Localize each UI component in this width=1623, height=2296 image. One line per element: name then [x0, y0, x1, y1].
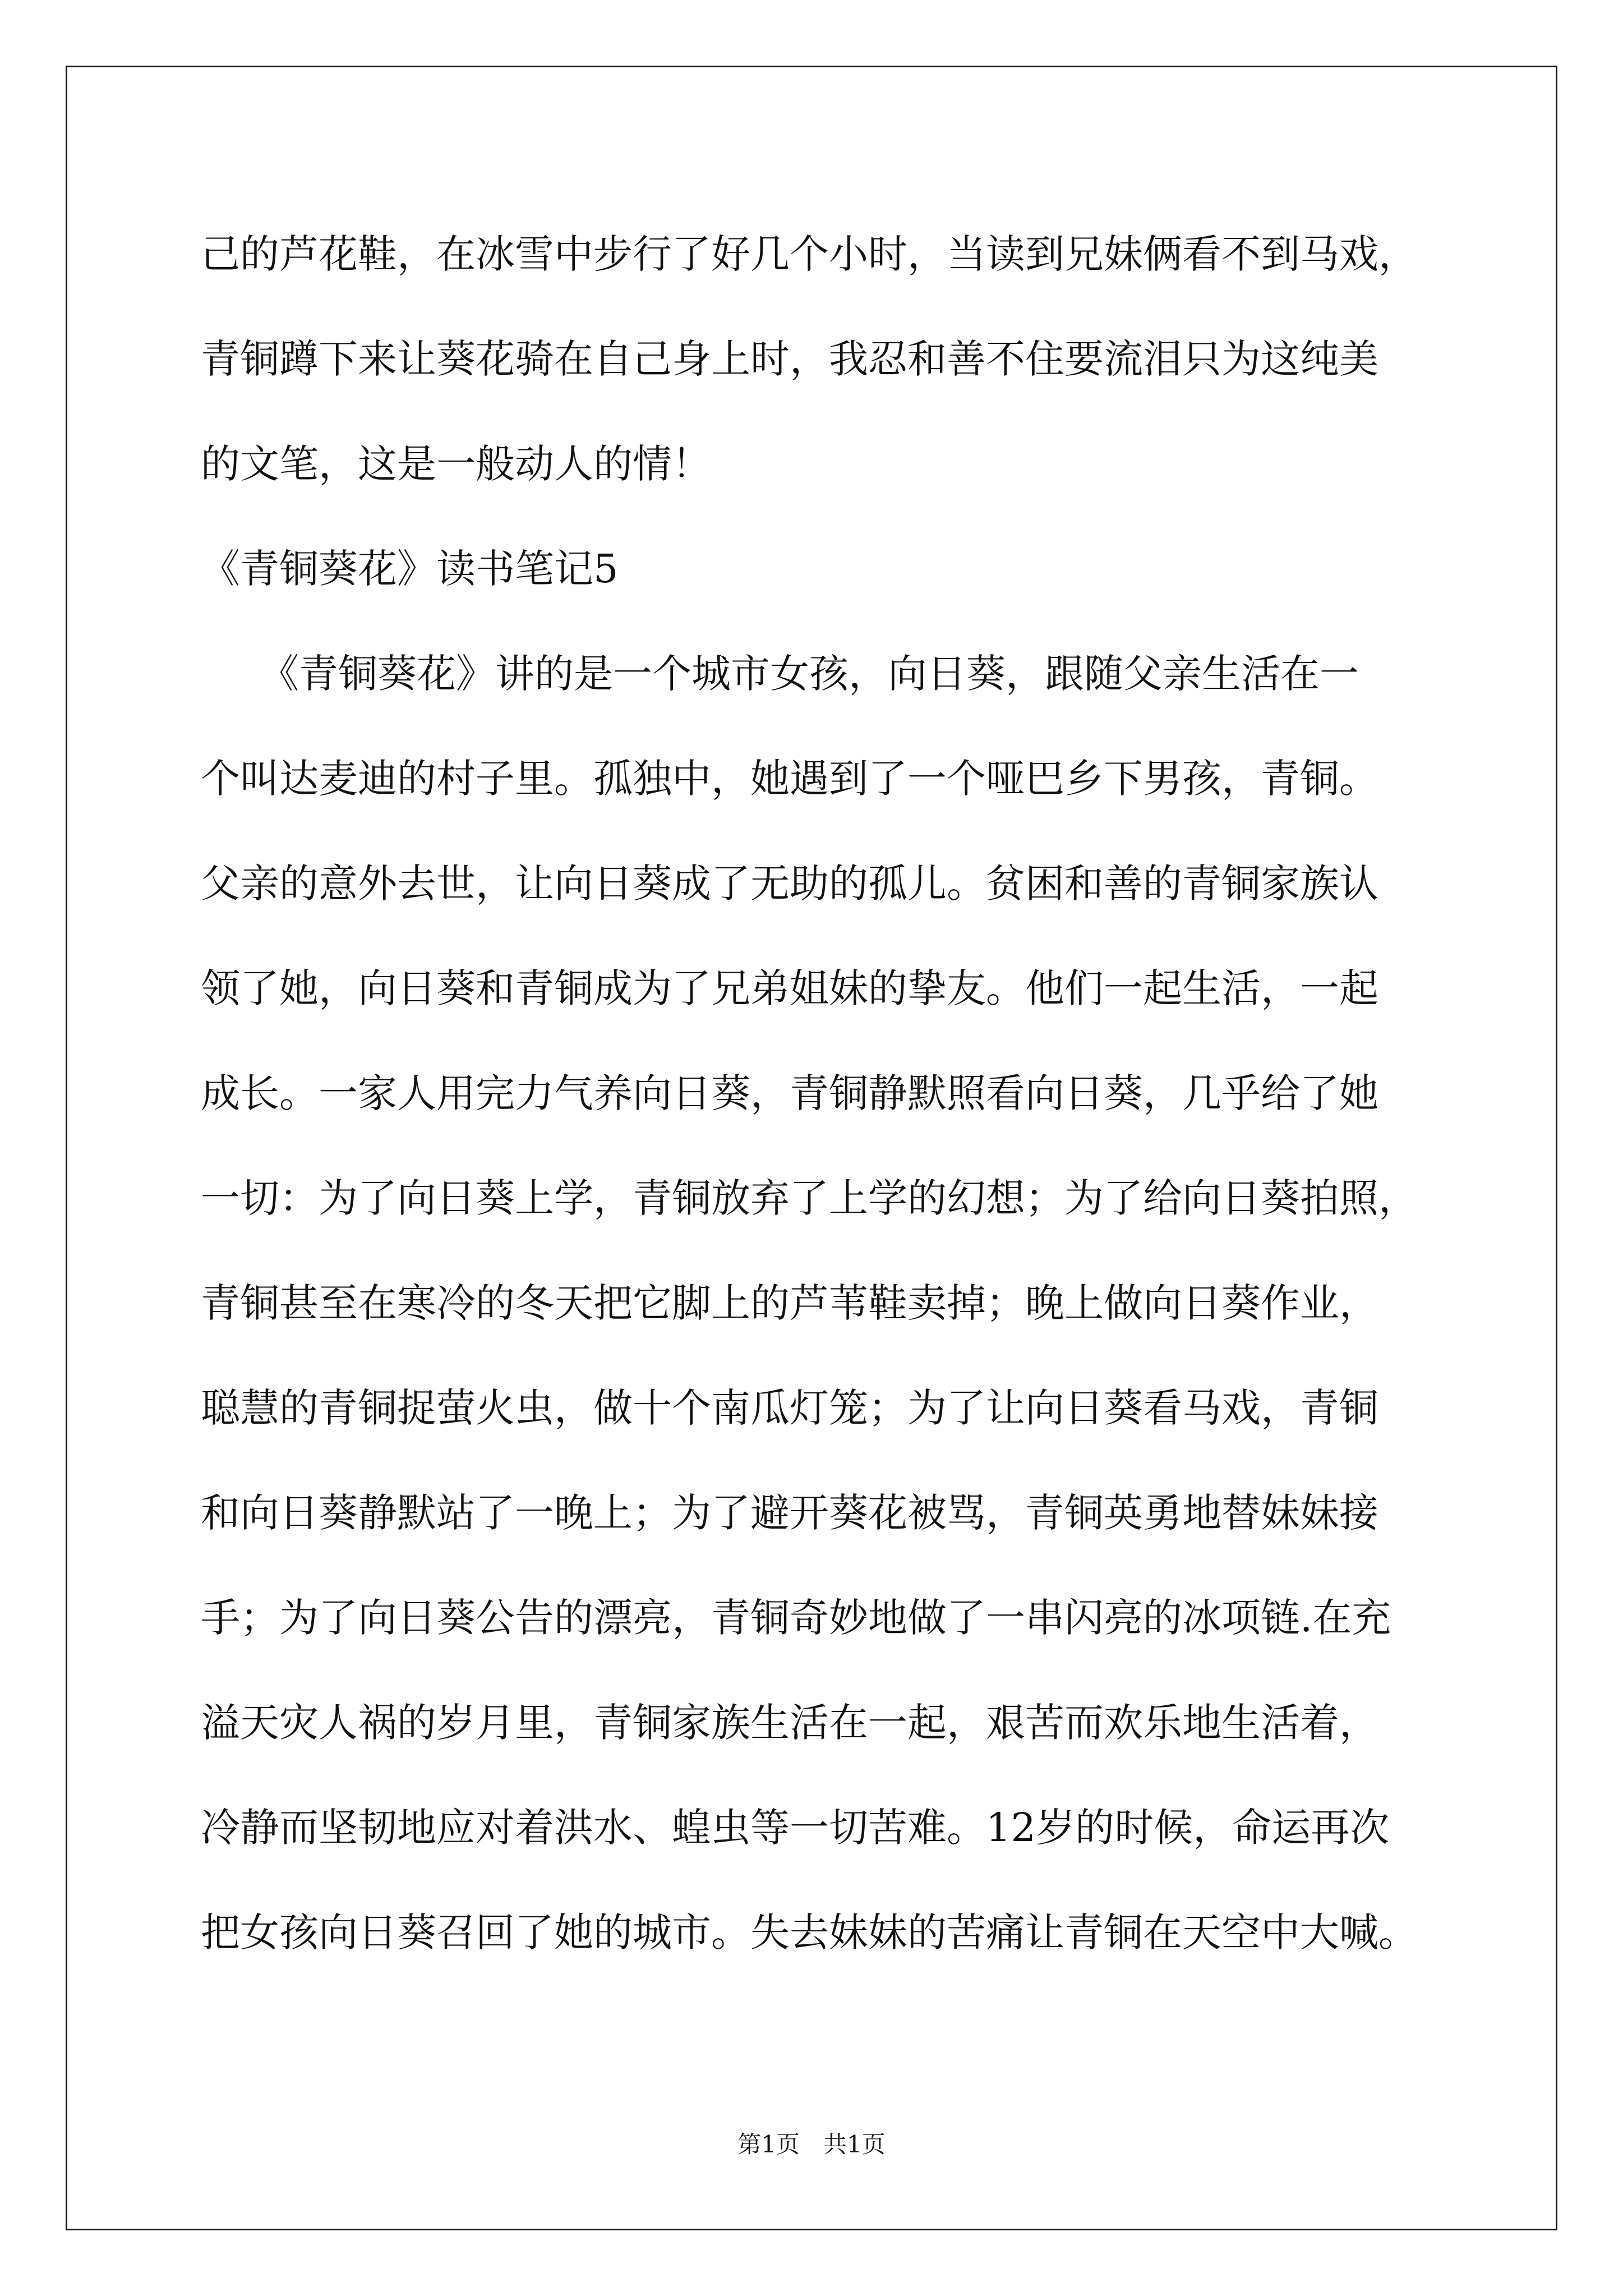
page-footer: 第1页 共1页 — [737, 2131, 886, 2158]
text-line: 己的芦花鞋，在冰雪中步行了好几个小时，当读到兄妹俩看不到马戏， — [201, 231, 1418, 277]
text-line: 《青铜葵花》讲的是一个城市女孩，向日葵，跟随父亲生活在一 — [201, 651, 1359, 697]
text-line: 和向日葵静默站了一晚上；为了避开葵花被骂，青铜英勇地替妹妹接 — [201, 1490, 1378, 1536]
text-line: 把女孩向日葵召回了她的城市。失去妹妹的苦痛让青铜在天空中大喊。 — [201, 1910, 1418, 1955]
document-body — [201, 202, 1435, 1985]
text-line: 父亲的意外去世，让向日葵成了无助的孤儿。贫困和善的青铜家族认 — [201, 861, 1378, 907]
text-line: 青铜蹲下来让葵花骑在自己身上时，我忍和善不住要流泪只为这纯美 — [201, 336, 1378, 382]
text-line: 的文笔，这是一般动人的情！ — [201, 441, 711, 487]
text-line: 个叫达麦迪的村子里。孤独中，她遇到了一个哑巴乡下男孩，青铜。 — [201, 756, 1378, 802]
text-line: 成长。一家人用完力气养向日葵，青铜静默照看向日葵，几乎给了她 — [201, 1070, 1378, 1116]
text-line: 一切：为了向日葵上学，青铜放弃了上学的幻想；为了给向日葵拍照， — [201, 1175, 1418, 1221]
text-line: 领了她，向日葵和青铜成为了兄弟姐妹的挚友。他们一起生活，一起 — [201, 965, 1378, 1011]
text-line: 冷静而坚韧地应对着洪水、蝗虫等一切苦难。12岁的时候，命运再次 — [201, 1805, 1390, 1851]
section-heading: 《青铜葵花》读书笔记5 — [201, 546, 619, 592]
text-line: 手；为了向日葵公告的漂亮，青铜奇妙地做了一串闪亮的冰项链.在充 — [201, 1595, 1391, 1641]
text-line: 溢天灾人祸的岁月里，青铜家族生活在一起，艰苦而欢乐地生活着， — [201, 1700, 1378, 1746]
text-line: 青铜甚至在寒冷的冬天把它脚上的芦苇鞋卖掉；晚上做向日葵作业， — [201, 1280, 1378, 1326]
text-line: 聪慧的青铜捉萤火虫，做十个南瓜灯笼；为了让向日葵看马戏，青铜 — [201, 1385, 1378, 1431]
